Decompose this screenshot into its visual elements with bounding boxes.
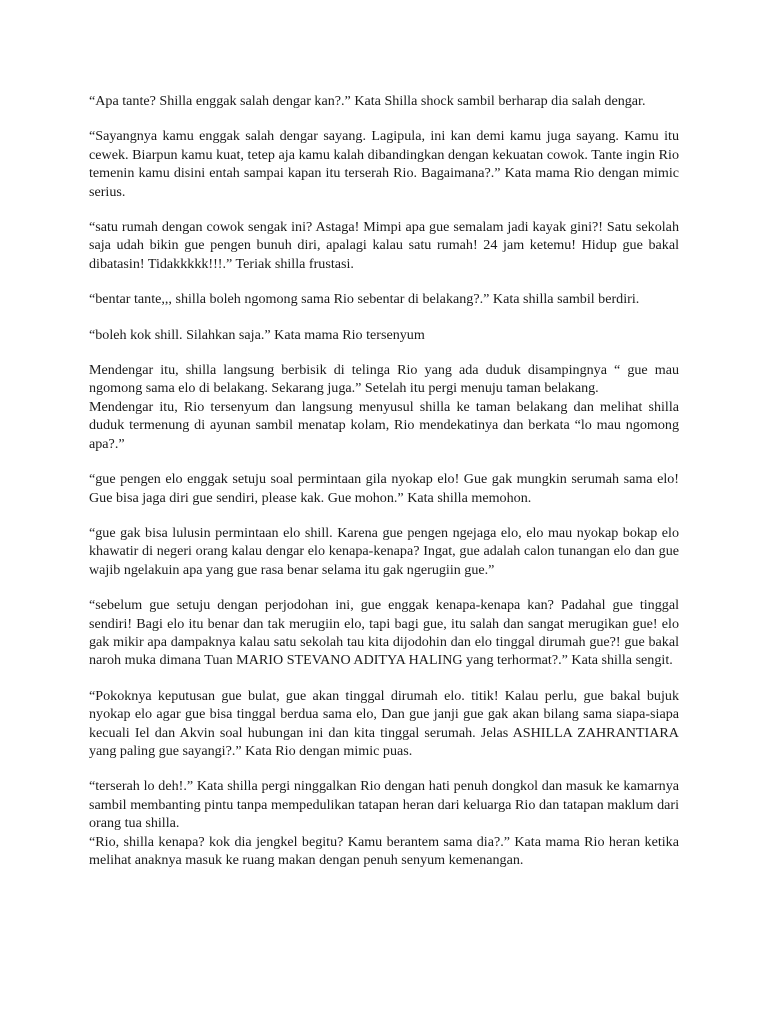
- paragraph-8: “gue pengen elo enggak setuju soal permintaan gila nyokap elo! Gue gak mungkin serumah sama elo! Gue bisa jaga diri gue sendiri, please kak. Gue mohon.” Kata shilla memohon.: [89, 471, 679, 506]
- paragraph-2: “Sayangnya kamu enggak salah dengar sayang. Lagipula, ini kan demi kamu juga sayang. Kamu itu cewek. Biarpun kamu kuat, tetep aja kamu kalah dibandingkan dengan kekuatan cowok. Tante ingin Rio temenin kamu disini entah sampai kapan itu terserah Rio. Bagaimana?.” Kata mama Rio dengan mimic serius.: [89, 128, 679, 200]
- paragraph-12: “terserah lo deh!.” Kata shilla pergi ninggalkan Rio dengan hati penuh dongkol dan masuk ke kamarnya sambil membanting pintu tanpa mempedulikan tatapan heran dari keluarga Rio dan tatapan maklum dari orang tua shilla.: [89, 778, 679, 832]
- paragraph-3: “satu rumah dengan cowok sengak ini? Astaga! Mimpi apa gue semalam jadi kayak gini?! Satu sekolah saja udah bikin gue pengen bunuh diri, apalagi kalau satu rumah! 24 jam ketemu! Hidup gue bakal dibatasin! Tidakkkkk!!!.” Teriak shilla frustasi.: [89, 219, 679, 272]
- paragraph-13: “Rio, shilla kenapa? kok dia jengkel begitu? Kamu berantem sama dia?.” Kata mama Rio heran ketika melihat anaknya masuk ke ruang makan dengan penuh senyum kemenangan.: [89, 833, 679, 868]
- paragraph-5: “boleh kok shill. Silahkan saja.” Kata mama Rio tersenyum: [89, 326, 425, 343]
- paragraph-7: Mendengar itu, Rio tersenyum dan langsung menyusul shilla ke taman belakang dan melihat shilla duduk termenung di ayunan sambil menatap kolam, Rio mendekatinya dan berkata “lo mau ngomong apa?.”: [89, 398, 679, 452]
- paragraph-4: “bentar tante,,, shilla boleh ngomong sama Rio sebentar di belakang?.” Kata shilla sambil berdiri.: [89, 291, 640, 308]
- paragraph-1: “Apa tante? Shilla enggak salah dengar kan?.” Kata Shilla shock sambil berharap dia salah dengar.: [89, 93, 646, 109]
- document-page: [89, 92, 679, 886]
- paragraph-11: “Pokoknya keputusan gue bulat, gue akan tinggal dirumah elo. titik! Kalau perlu, gue bakal bujuk nyokap elo agar gue bisa tinggal berdua sama elo, Dan gue janji gue gak akan bilang sama siapa-siapa kecuali Iel dan Akvin soal hubungan ini dan kita tinggal serumah. Jelas ASHILLA ZAHRANTIARA yang paling gue sayangi?.” Kata Rio dengan mimic puas.: [89, 687, 679, 759]
- paragraph-6: Mendengar itu, shilla langsung berbisik di telinga Rio yang ada duduk disampingnya “ gue mau ngomong sama elo di belakang. Sekarang juga.” Setelah itu pergi menuju taman belakang.: [89, 362, 679, 397]
- paragraph-10: “sebelum gue setuju dengan perjodohan ini, gue enggak kenapa-kenapa kan? Padahal gue tinggal sendiri! Bagi elo itu benar dan tak merugiin elo, tapi bagi gue, itu salah dan sangat merugikan gue! elo gak mikir apa dampaknya kalau satu sekolah tau kita dijodohin dan elo tinggal dirumah gue?! gue bakal naroh muka dimana Tuan MARIO STEVANO ADITYA HALING yang terhormat?.” Kata shilla sengit.: [89, 597, 679, 669]
- paragraph-9: “gue gak bisa lulusin permintaan elo shill. Karena gue pengen ngejaga elo, elo mau nyokap bokap elo khawatir di negeri orang kalau dengar elo kenapa-kenapa? Ingat, gue adalah calon tunangan elo dan gue wajib ngelakuin apa yang gue rasa benar selama itu gak ngerugiin gue.”: [89, 524, 679, 578]
